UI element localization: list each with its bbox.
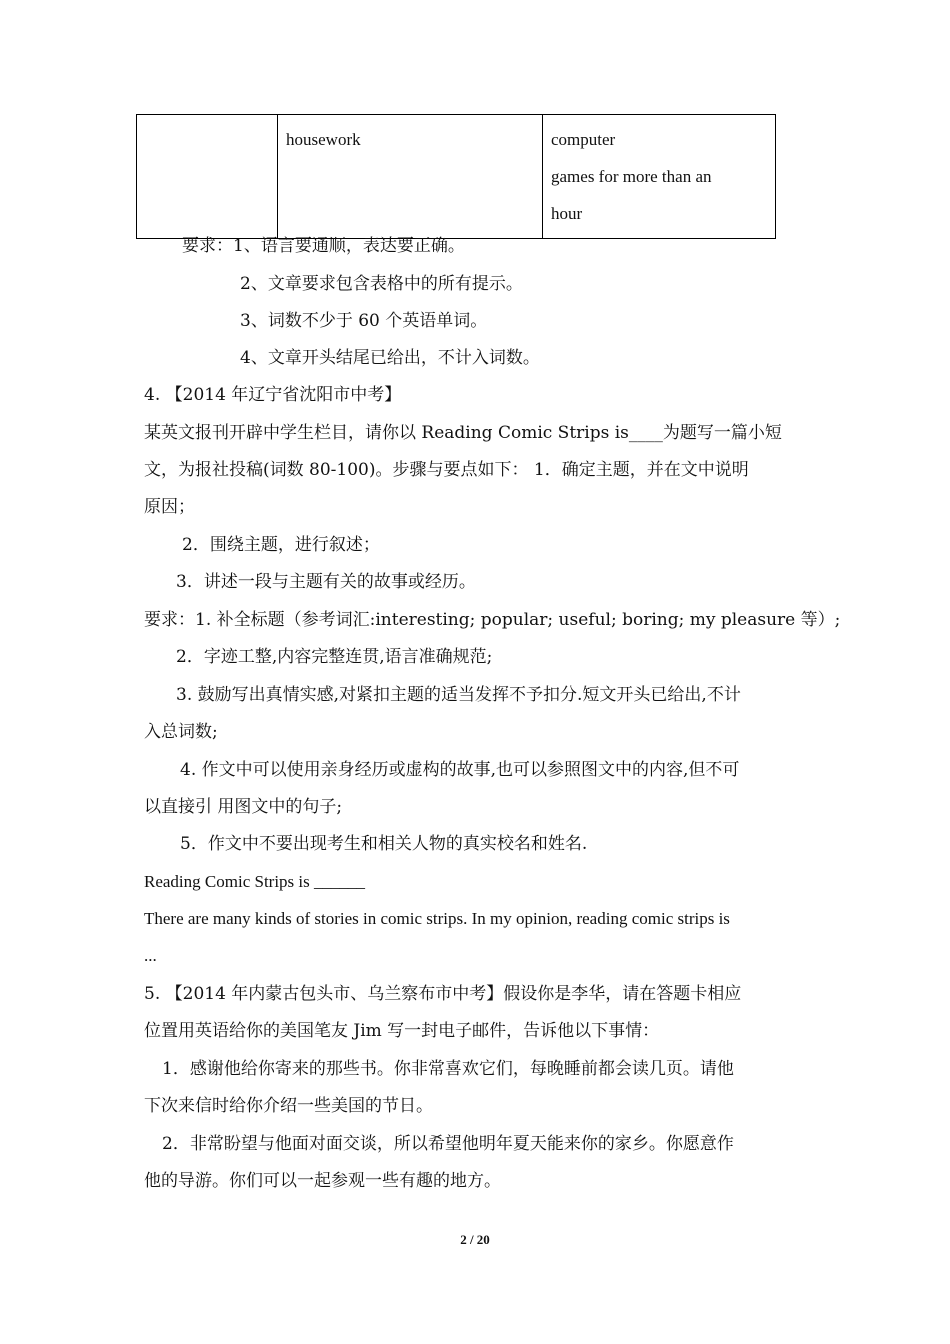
- paragraph-line: 5．作文中不要出现考生和相关人物的真实校名和姓名.: [180, 834, 588, 854]
- table-cell-3: [543, 115, 776, 239]
- cell-text: games for more than an: [551, 167, 712, 186]
- cell-text: housework: [286, 130, 361, 149]
- requirement-line: 2、文章要求包含表格中的所有提示。: [240, 274, 523, 294]
- essay-title-line: Reading Comic Strips is ______: [144, 872, 365, 891]
- requirement-line: 4、文章开头结尾已给出，不计入词数。: [240, 348, 540, 368]
- paragraph-line: 原因；: [144, 497, 195, 517]
- table-row: [137, 115, 776, 239]
- question-heading: 5. 【2014 年内蒙古包头市、乌兰察布市中考】假设你是李华，请在答题卡相应: [144, 984, 742, 1004]
- page-number: 2 / 20: [460, 1232, 490, 1247]
- paragraph-line: 某英文报刊开辟中学生栏目，请你以 Reading Comic Strips is____为题写一篇小短: [144, 423, 782, 443]
- paragraph-line: 文，为报社投稿(词数 80-100)。步骤与要点如下： 1．确定主题，并在文中说明: [144, 460, 749, 480]
- cell-text: hour: [551, 204, 583, 223]
- hint-table: [136, 114, 776, 239]
- paragraph-line: 3．讲述一段与主题有关的故事或经历。: [176, 572, 476, 592]
- table-cell-1: [137, 115, 278, 239]
- requirement-line: 要求：1、语言要通顺，表达要正确。: [182, 236, 465, 256]
- essay-opening-line: There are many kinds of stories in comic strips. In my opinion, reading comic strips is: [144, 909, 730, 928]
- paragraph-line: 2．非常盼望与他面对面交谈，所以希望他明年夏天能来你的家乡。你愿意作: [162, 1134, 734, 1154]
- paragraph-line: 他的导游。你们可以一起参观一些有趣的地方。: [144, 1171, 501, 1191]
- paragraph-line: 以直接引 用图文中的句子;: [144, 797, 343, 817]
- essay-opening-line: ...: [144, 946, 157, 965]
- paragraph-line: 入总词数;: [144, 722, 218, 742]
- paragraph-line: 1．感谢他给你寄来的那些书。你非常喜欢它们，每晚睡前都会读几页。请他: [162, 1059, 734, 1079]
- question-heading: 4. 【2014 年辽宁省沈阳市中考】: [144, 385, 402, 405]
- paragraph-line: 位置用英语给你的美国笔友 Jim 写一封电子邮件，告诉他以下事情：: [144, 1021, 660, 1041]
- paragraph-line: 要求：1. 补全标题（参考词汇:interesting; popular; useful; boring; my pleasure 等）;: [144, 610, 841, 630]
- table-cell-2: [278, 115, 543, 239]
- paragraph-line: 下次来信时给你介绍一些美国的节日。: [144, 1096, 433, 1116]
- cell-text: computer: [551, 130, 616, 149]
- paragraph-line: 2．字迹工整,内容完整连贯,语言准确规范;: [176, 647, 493, 667]
- paragraph-line: 4. 作文中可以使用亲身经历或虚构的故事,也可以参照图文中的内容,但不可: [180, 760, 740, 780]
- paragraph-line: 3. 鼓励写出真情实感,对紧扣主题的适当发挥不予扣分.短文开头已给出,不计: [176, 685, 741, 705]
- paragraph-line: 2．围绕主题，进行叙述；: [182, 535, 380, 555]
- requirement-line: 3、词数不少于 60 个英语单词。: [240, 311, 488, 331]
